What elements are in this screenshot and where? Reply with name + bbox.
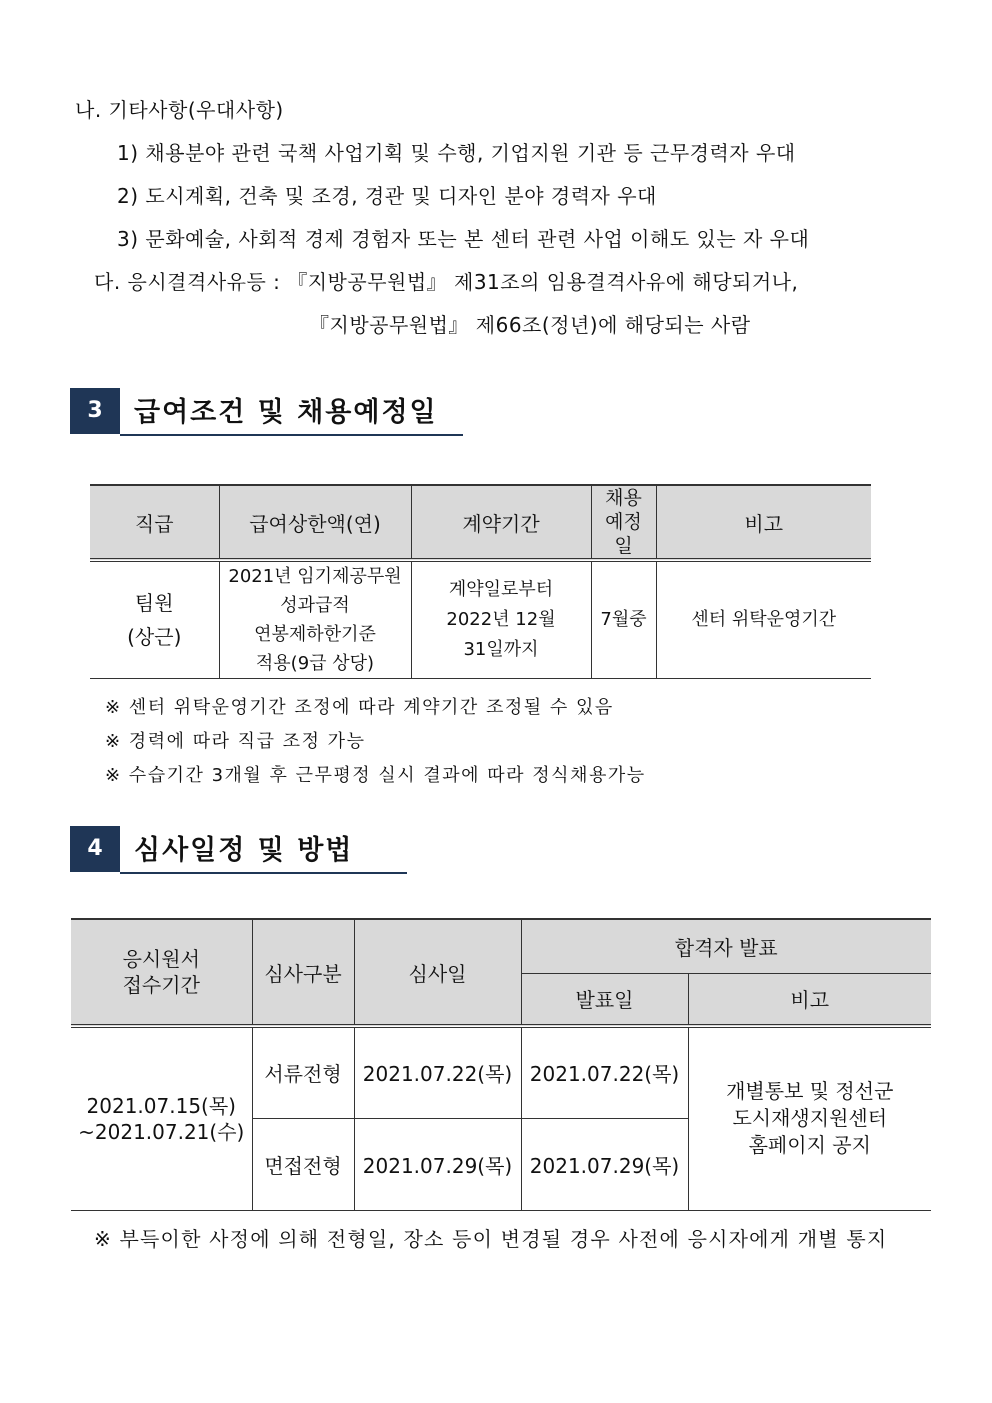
cell-note: 센터 위탁운영기간 (656, 560, 871, 679)
header-note: 비고 (656, 485, 871, 560)
header-remark: 비고 (688, 973, 931, 1026)
salary-note-2: ※ 경력에 따라 직급 조정 가능 (105, 731, 366, 752)
section-4-header (70, 826, 407, 872)
cell-remark: 개별통보 및 정선군 도시재생지원센터 홈페이지 공지 (688, 1026, 931, 1210)
header-result: 합격자 발표 (521, 919, 931, 973)
salary-note-1: ※ 센터 위탁운영기간 조정에 따라 계약기간 조정될 수 있음 (105, 697, 614, 718)
cell-exam-date: 2021.07.22(목) (354, 1026, 521, 1118)
section-number: 4 (70, 826, 120, 872)
header-announce-date: 발표일 (521, 973, 688, 1026)
disqualify-line-2: 『지방공무원법』 제66조(정년)에 해당되는 사람 (309, 313, 751, 337)
section-underline (120, 434, 463, 436)
cell-period: 계약일로부터 2022년 12월 31일까지 (411, 560, 591, 679)
cell-announce-date: 2021.07.22(목) (521, 1026, 688, 1118)
cell-apply-period: 2021.07.15(목) ~2021.07.21(수) (71, 1026, 252, 1210)
header-exam-date: 심사일 (354, 919, 521, 1026)
disqualify-line-1: 다. 응시결격사유등 : 『지방공무원법』 제31조의 임용결격사유에 해당되거나, (94, 270, 799, 294)
schedule-table (71, 918, 931, 1211)
header-apply-period: 응시원서 접수기간 (71, 919, 252, 1026)
cell-salary: 2021년 임기제공무원 성과급적 연봉제하한기준 적용(9급 상당) (219, 560, 411, 679)
cell-grade: 팀원 (상근) (90, 560, 219, 679)
cell-hire-date: 7월중 (591, 560, 656, 679)
other-item-1: 1) 채용분야 관련 국책 사업기획 및 수행, 기업지원 기관 등 근무경력자 우대 (117, 141, 796, 165)
section-underline (120, 872, 407, 874)
header-period: 계약기간 (411, 485, 591, 560)
section-number: 3 (70, 388, 120, 434)
other-heading: 나. 기타사항(우대사항) (75, 98, 284, 122)
schedule-footnote: ※ 부득이한 사정에 의해 전형일, 장소 등이 변경될 경우 사전에 응시자에게 개별 통지 (94, 1227, 888, 1251)
salary-note-3: ※ 수습기간 3개월 후 근무평정 실시 결과에 따라 정식채용가능 (105, 765, 646, 786)
header-grade: 직급 (90, 485, 219, 560)
cell-exam-type: 서류전형 (252, 1026, 354, 1118)
salary-table (90, 484, 871, 679)
cell-announce-date: 2021.07.29(목) (521, 1118, 688, 1210)
cell-exam-type: 면접전형 (252, 1118, 354, 1210)
section-title: 급여조건 및 채용예정일 (134, 397, 438, 428)
other-item-2: 2) 도시계획, 건축 및 조경, 경관 및 디자인 분야 경력자 우대 (117, 184, 657, 208)
section-3-header (70, 388, 463, 434)
section-title: 심사일정 및 방법 (134, 835, 354, 866)
header-salary: 급여상한액(연) (219, 485, 411, 560)
header-exam-type: 심사구분 (252, 919, 354, 1026)
header-hire-date: 채용예정일 (591, 485, 656, 560)
cell-exam-date: 2021.07.29(목) (354, 1118, 521, 1210)
other-item-3: 3) 문화예술, 사회적 경제 경험자 또는 본 센터 관련 사업 이해도 있는 자 우대 (117, 227, 810, 251)
